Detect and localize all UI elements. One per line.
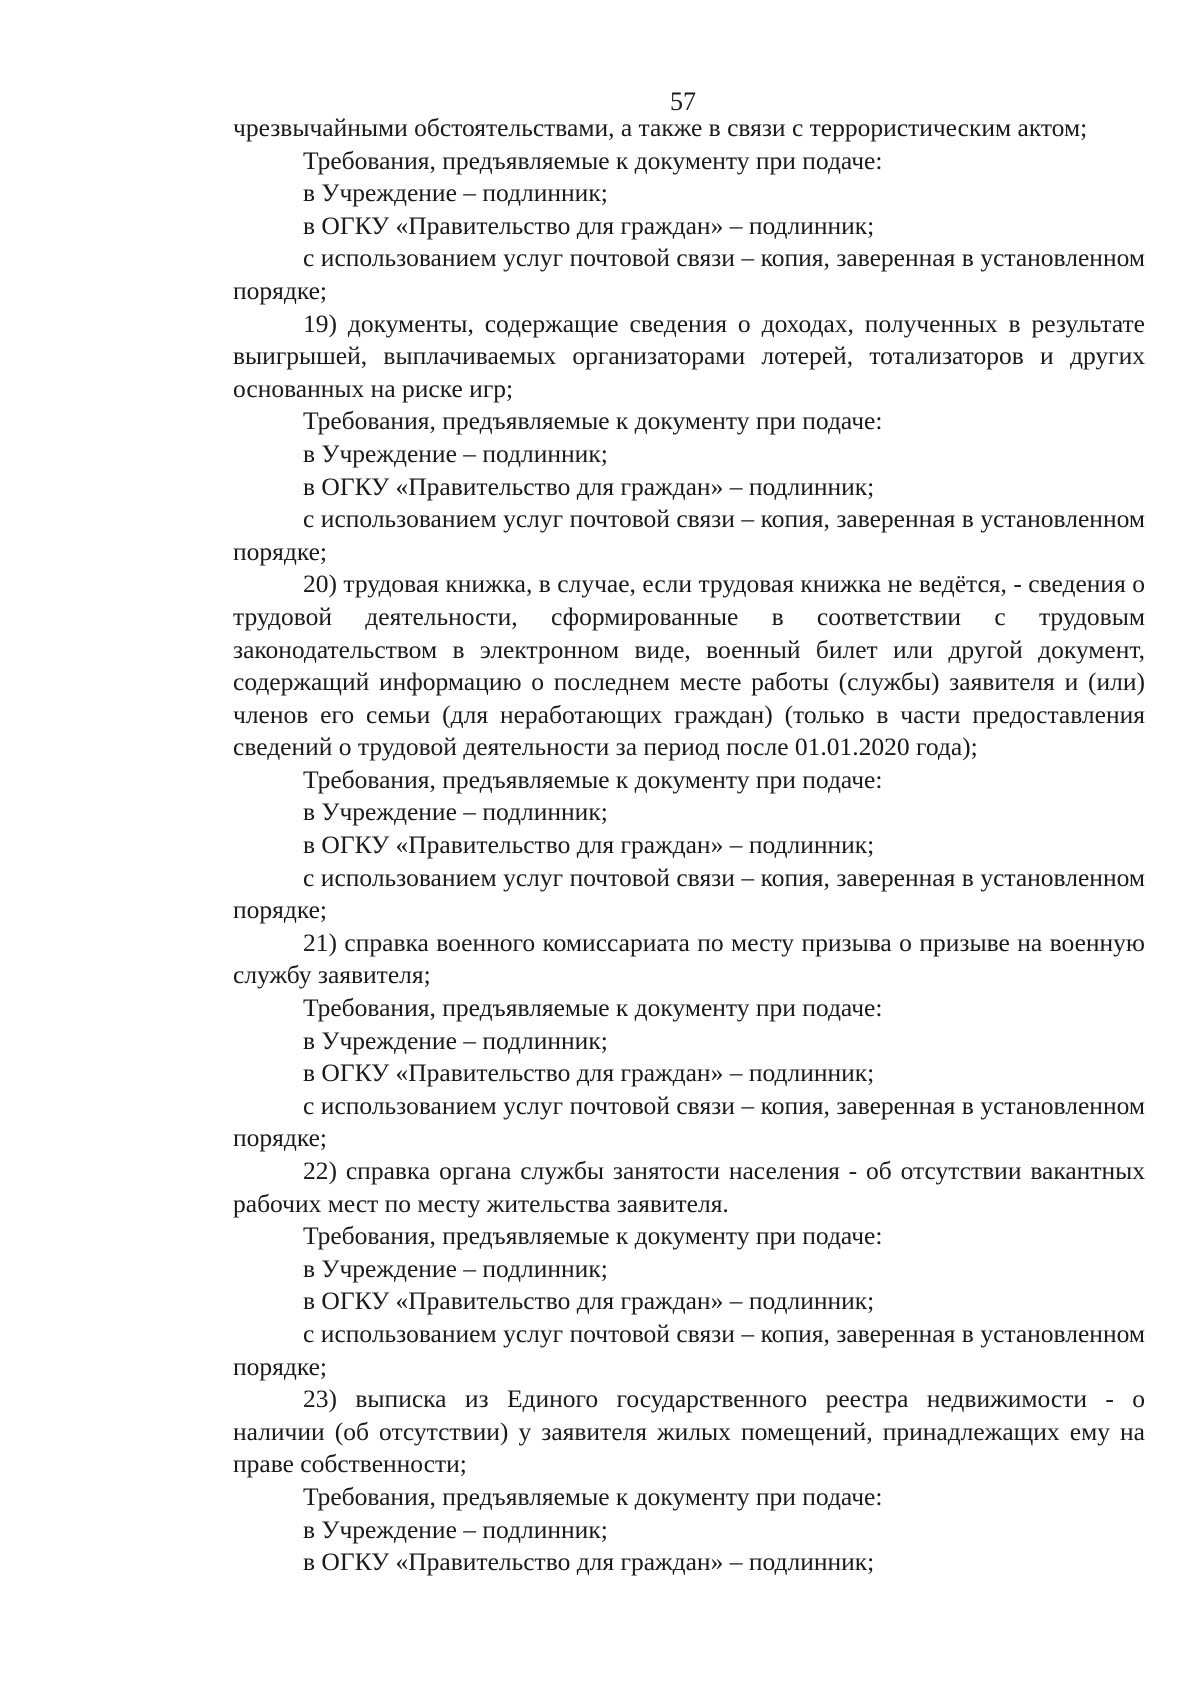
paragraph: чрезвычайными обстоятельствами, а также в связи с террористическим актом; xyxy=(233,113,1088,142)
paragraph: Требования, предъявляемые к документу при подаче: xyxy=(303,406,883,436)
paragraph: 19) документы, содержащие сведения о доходах, полученных в результате выигрышей, выплачиваемых организаторами лотерей, тотализаторов и других основанных на риске игр; xyxy=(233,308,1145,403)
paragraph: с использованием услуг почтовой связи – копия, заверенная в установленном порядке; xyxy=(233,504,1145,566)
paragraph: в ОГКУ «Правительство для граждан» – подлинник; xyxy=(303,471,875,501)
paragraph: Требования, предъявляемые к документу при подаче: xyxy=(303,145,883,175)
paragraph: 23) выписка из Единого государственного реестра недвижимости - о наличии (об отсутствии) у заявителя жилых помещений, принадлежащих ему на праве собственности; xyxy=(233,1384,1145,1479)
paragraph: 21) справка военного комиссариата по месту призыва о призыве на военную службу заявителя; xyxy=(233,927,1145,990)
paragraph: в Учреждение – подлинник; xyxy=(303,797,608,827)
paragraph: 22) справка органа службы занятости населения - об отсутствии вакантных рабочих мест по месту жительства заявителя. xyxy=(233,1156,1145,1218)
paragraph: в Учреждение – подлинник; xyxy=(303,1025,608,1055)
paragraph: в ОГКУ «Правительство для граждан» – подлинник; xyxy=(303,1286,875,1316)
paragraph: 20) трудовая книжка, в случае, если трудовая книжка не ведётся, - сведения о трудовой деятельности, сформированные в соответствии с трудовым законодательством в электронном виде, военный билет или другой документ, содержащий информацию о последнем месте работы (службы) заявителя и (или) членов его семьи (для неработающих граждан) (только в части предоставления сведений о трудовой деятельности за период после 01.01.2020 года); xyxy=(233,569,1145,762)
paragraph: с использованием услуг почтовой связи – копия, заверенная в установленном порядке; xyxy=(233,243,1145,305)
paragraph: в ОГКУ «Правительство для граждан» – подлинник; xyxy=(303,1547,875,1577)
paragraph: в ОГКУ «Правительство для граждан» – подлинник; xyxy=(303,210,875,240)
paragraph: в ОГКУ «Правительство для граждан» – подлинник; xyxy=(303,830,875,860)
paragraph: в Учреждение – подлинник; xyxy=(303,1253,608,1283)
paragraph: в Учреждение – подлинник; xyxy=(303,438,608,468)
paragraph: с использованием услуг почтовой связи – копия, заверенная в установленном порядке; xyxy=(233,862,1145,925)
paragraph: в ОГКУ «Правительство для граждан» – подлинник; xyxy=(303,1058,875,1088)
paragraph: в Учреждение – подлинник; xyxy=(303,178,608,208)
document-body xyxy=(233,112,1145,1579)
paragraph: в Учреждение – подлинник; xyxy=(303,1514,608,1544)
paragraph: Требования, предъявляемые к документу при подаче: xyxy=(303,993,883,1023)
paragraph: Требования, предъявляемые к документу при подаче: xyxy=(303,1221,883,1251)
paragraph: с использованием услуг почтовой связи – копия, заверенная в установленном порядке; xyxy=(233,1318,1145,1381)
paragraph: Требования, предъявляемые к документу при подаче: xyxy=(303,764,883,794)
page-number: 57 xyxy=(670,87,696,116)
paragraph: Требования, предъявляемые к документу при подаче: xyxy=(303,1481,883,1511)
paragraph: с использованием услуг почтовой связи – копия, заверенная в установленном порядке; xyxy=(233,1090,1145,1153)
